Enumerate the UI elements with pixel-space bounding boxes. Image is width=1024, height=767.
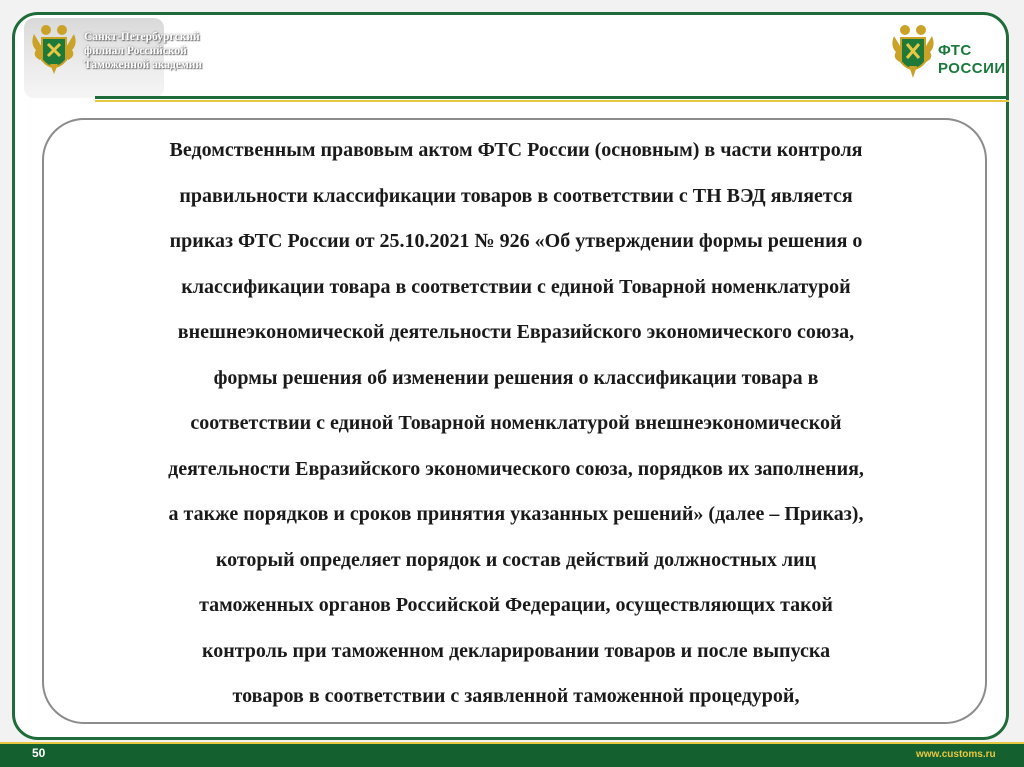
text-line: а также порядков и сроков принятия указанных решений» (далее – Приказ), <box>168 503 864 525</box>
footer-accent <box>0 742 1024 744</box>
text-line: Ведомственным правовым актом ФТС России (основным) в части контроля <box>169 139 863 161</box>
text-line: который определяет порядок и состав действий должностных лиц <box>215 548 817 571</box>
main-text <box>56 128 976 720</box>
branch-title-line: филиал Российской <box>84 45 187 57</box>
text-line: деятельности Евразийского экономического союза, порядков их заполнения, <box>168 457 864 480</box>
customs-emblem-icon <box>28 20 80 78</box>
fts-title <box>938 42 1008 78</box>
text-line: внешнеэкономической деятельности Евразийского экономического союза, <box>177 321 855 343</box>
fts-title-line: РОССИИ <box>938 60 1006 77</box>
text-line: правильности классификации товаров в соответствии с ТН ВЭД является <box>179 184 853 207</box>
page-number: 50 <box>32 746 46 760</box>
header-divider <box>95 96 1009 99</box>
text-line: таможенных органов Российской Федерации, осуществляющих такой <box>199 594 833 616</box>
branch-title-line: Таможенной академии <box>84 59 203 71</box>
text-line: товаров в соответствии с заявленной таможенной процедурой, <box>232 685 800 707</box>
branch-title <box>84 30 264 72</box>
text-line: приказ ФТС России от 25.10.2021 № 926 «Об утверждении формы решения о <box>169 230 863 252</box>
customs-emblem-icon <box>890 20 936 80</box>
fts-title-line: ФТС <box>938 42 972 59</box>
branch-title-line: Санкт-Петербургский <box>84 31 200 43</box>
footer-bar <box>0 742 1024 767</box>
text-line: контроль при таможенном декларировании товаров и после выпуска <box>201 639 831 662</box>
text-line: классификации товара в соответствии с единой Товарной номенклатурой <box>181 275 851 298</box>
header-divider-accent <box>95 100 1009 102</box>
text-line: формы решения об изменении решения о классификации товара в <box>213 366 819 389</box>
footer-url: www.customs.ru <box>916 749 996 760</box>
text-line: соответствии с единой Товарной номенклатурой внешнеэкономической <box>190 412 842 434</box>
